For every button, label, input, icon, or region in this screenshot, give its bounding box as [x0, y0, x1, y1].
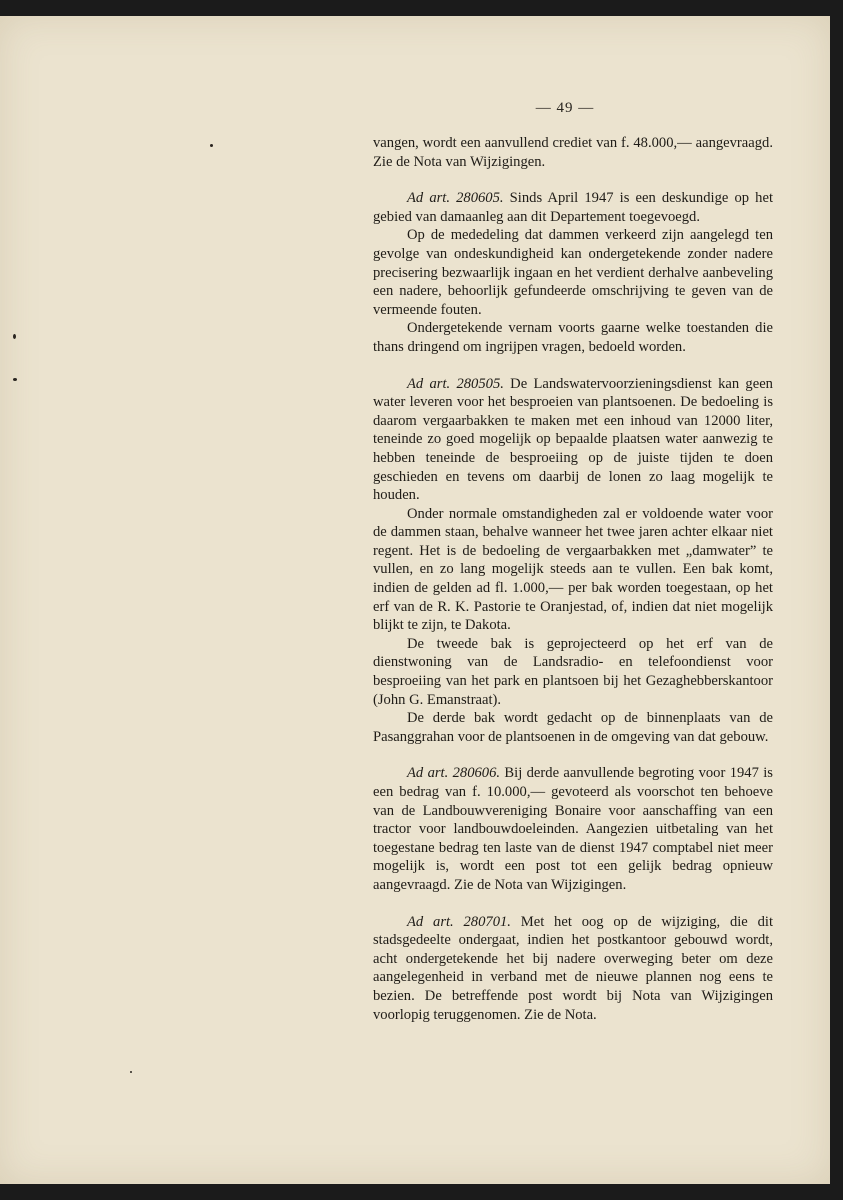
article-reference: Ad art. 280505. — [407, 375, 504, 392]
paragraph: De tweede bak is geprojecteerd op het erf van de dienstwoning van de Landsradio- en telefoondienst voor besproeiing van het park en plantsoen bij het Gezaghebberskantoor (John G. Emanstraat). — [373, 635, 773, 708]
article-reference: Ad art. 280606. — [407, 765, 501, 782]
paragraph-art-280701: Ad art. 280701. Met het oog op de wijziging, die dit stadsgedeelte ondergaat, indien het postkantoor gebouwd wordt, acht ondergetekende het bij nadere overweging beter om deze aangelegenheid in verband met de nieuwe plannen nog eens te bezien. De betreffende post wordt bij Nota van Wijzigingen voorlopig teruggenomen. Zie de Nota. — [373, 913, 773, 1023]
page-number: — 49 — — [535, 100, 595, 116]
paragraph: De derde bak wordt gedacht op de binnenplaats van de Pasanggrahan voor de plantsoenen in de omgeving van dat gebouw. — [373, 710, 773, 745]
body-text — [373, 134, 773, 1024]
paragraph: Ondergetekende vernam voorts gaarne welke toestanden die thans dringend om ingrijpen vragen, bedoeld worden. — [373, 320, 773, 355]
ink-speck — [130, 1071, 132, 1073]
paragraph-art-280505: Ad art. 280505. De Landswatervoorzieningsdienst kan geen water leveren voor het besproeien van plantsoenen. De bedoeling is daarom vergaarbakken te maken met een inhoud van 12000 liter, teneinde zo goed mogelijk op bepaalde plaatsen water aanwezig te hebben teneinde de besproeiing op de juiste tijden te doen geschieden en tevens om daarbij de lonen zo laag mogelijk te houden. — [373, 375, 773, 504]
scan-edge — [830, 0, 843, 1200]
paragraph-art-280606: Ad art. 280606. Bij derde aanvullende begroting voor 1947 is een bedrag van f. 10.000,— gevoteerd als voorschot ten behoeve van de Landbouwvereniging Bonaire voor aanschaffing van een tractor voor landbouwdoeleinden. Aangezien uitbetaling van het toegestane bedrag ten laste van de dienst 1947 comptabel niet meer mogelijk is, wordt een post tot een gelijk bedrag opnieuw aangevraagd. Zie de Nota van Wijzigingen. — [373, 765, 773, 893]
paragraph: Op de mededeling dat dammen verkeerd zijn aangelegd ten gevolge van ondeskundigheid kan ondergetekende zonder nadere precisering bezwaarlijk ingaan en het verdient derhalve aanbeveling een nadere, behoorlijk gefundeerde omschrijving te geven van de vermeende fouten. — [373, 227, 773, 318]
article-reference: Ad art. 280701. — [407, 913, 511, 930]
paragraph-art-280605: Ad art. 280605. Sinds April 1947 is een deskundige op het gebied van damaanleg aan dit Departement toegevoegd. — [373, 190, 773, 225]
article-reference: Ad art. 280605. — [407, 190, 504, 207]
paragraph: Onder normale omstandigheden zal er voldoende water voor de dammen staan, behalve wanneer het twee jaren achter elkaar niet regent. Het is de bedoeling de vergaarbakken met „damwater” te vullen, en zo lang mogelijk steeds aan te vullen. Een bak komt, indien de gelden ad fl. 1.000,— per bak worden toegestaan, op het erf van de R. K. Pastorie te Oranjestad, of, indien dat niet mogelijk blijkt te zijn, te Dakota. — [373, 505, 773, 634]
ink-speck — [13, 334, 16, 339]
ink-speck — [13, 378, 17, 381]
ink-speck — [210, 144, 213, 147]
paragraph: vangen, wordt een aanvullend crediet van f. 48.000,— aangevraagd. Zie de Nota van Wijzigingen. — [373, 135, 773, 170]
